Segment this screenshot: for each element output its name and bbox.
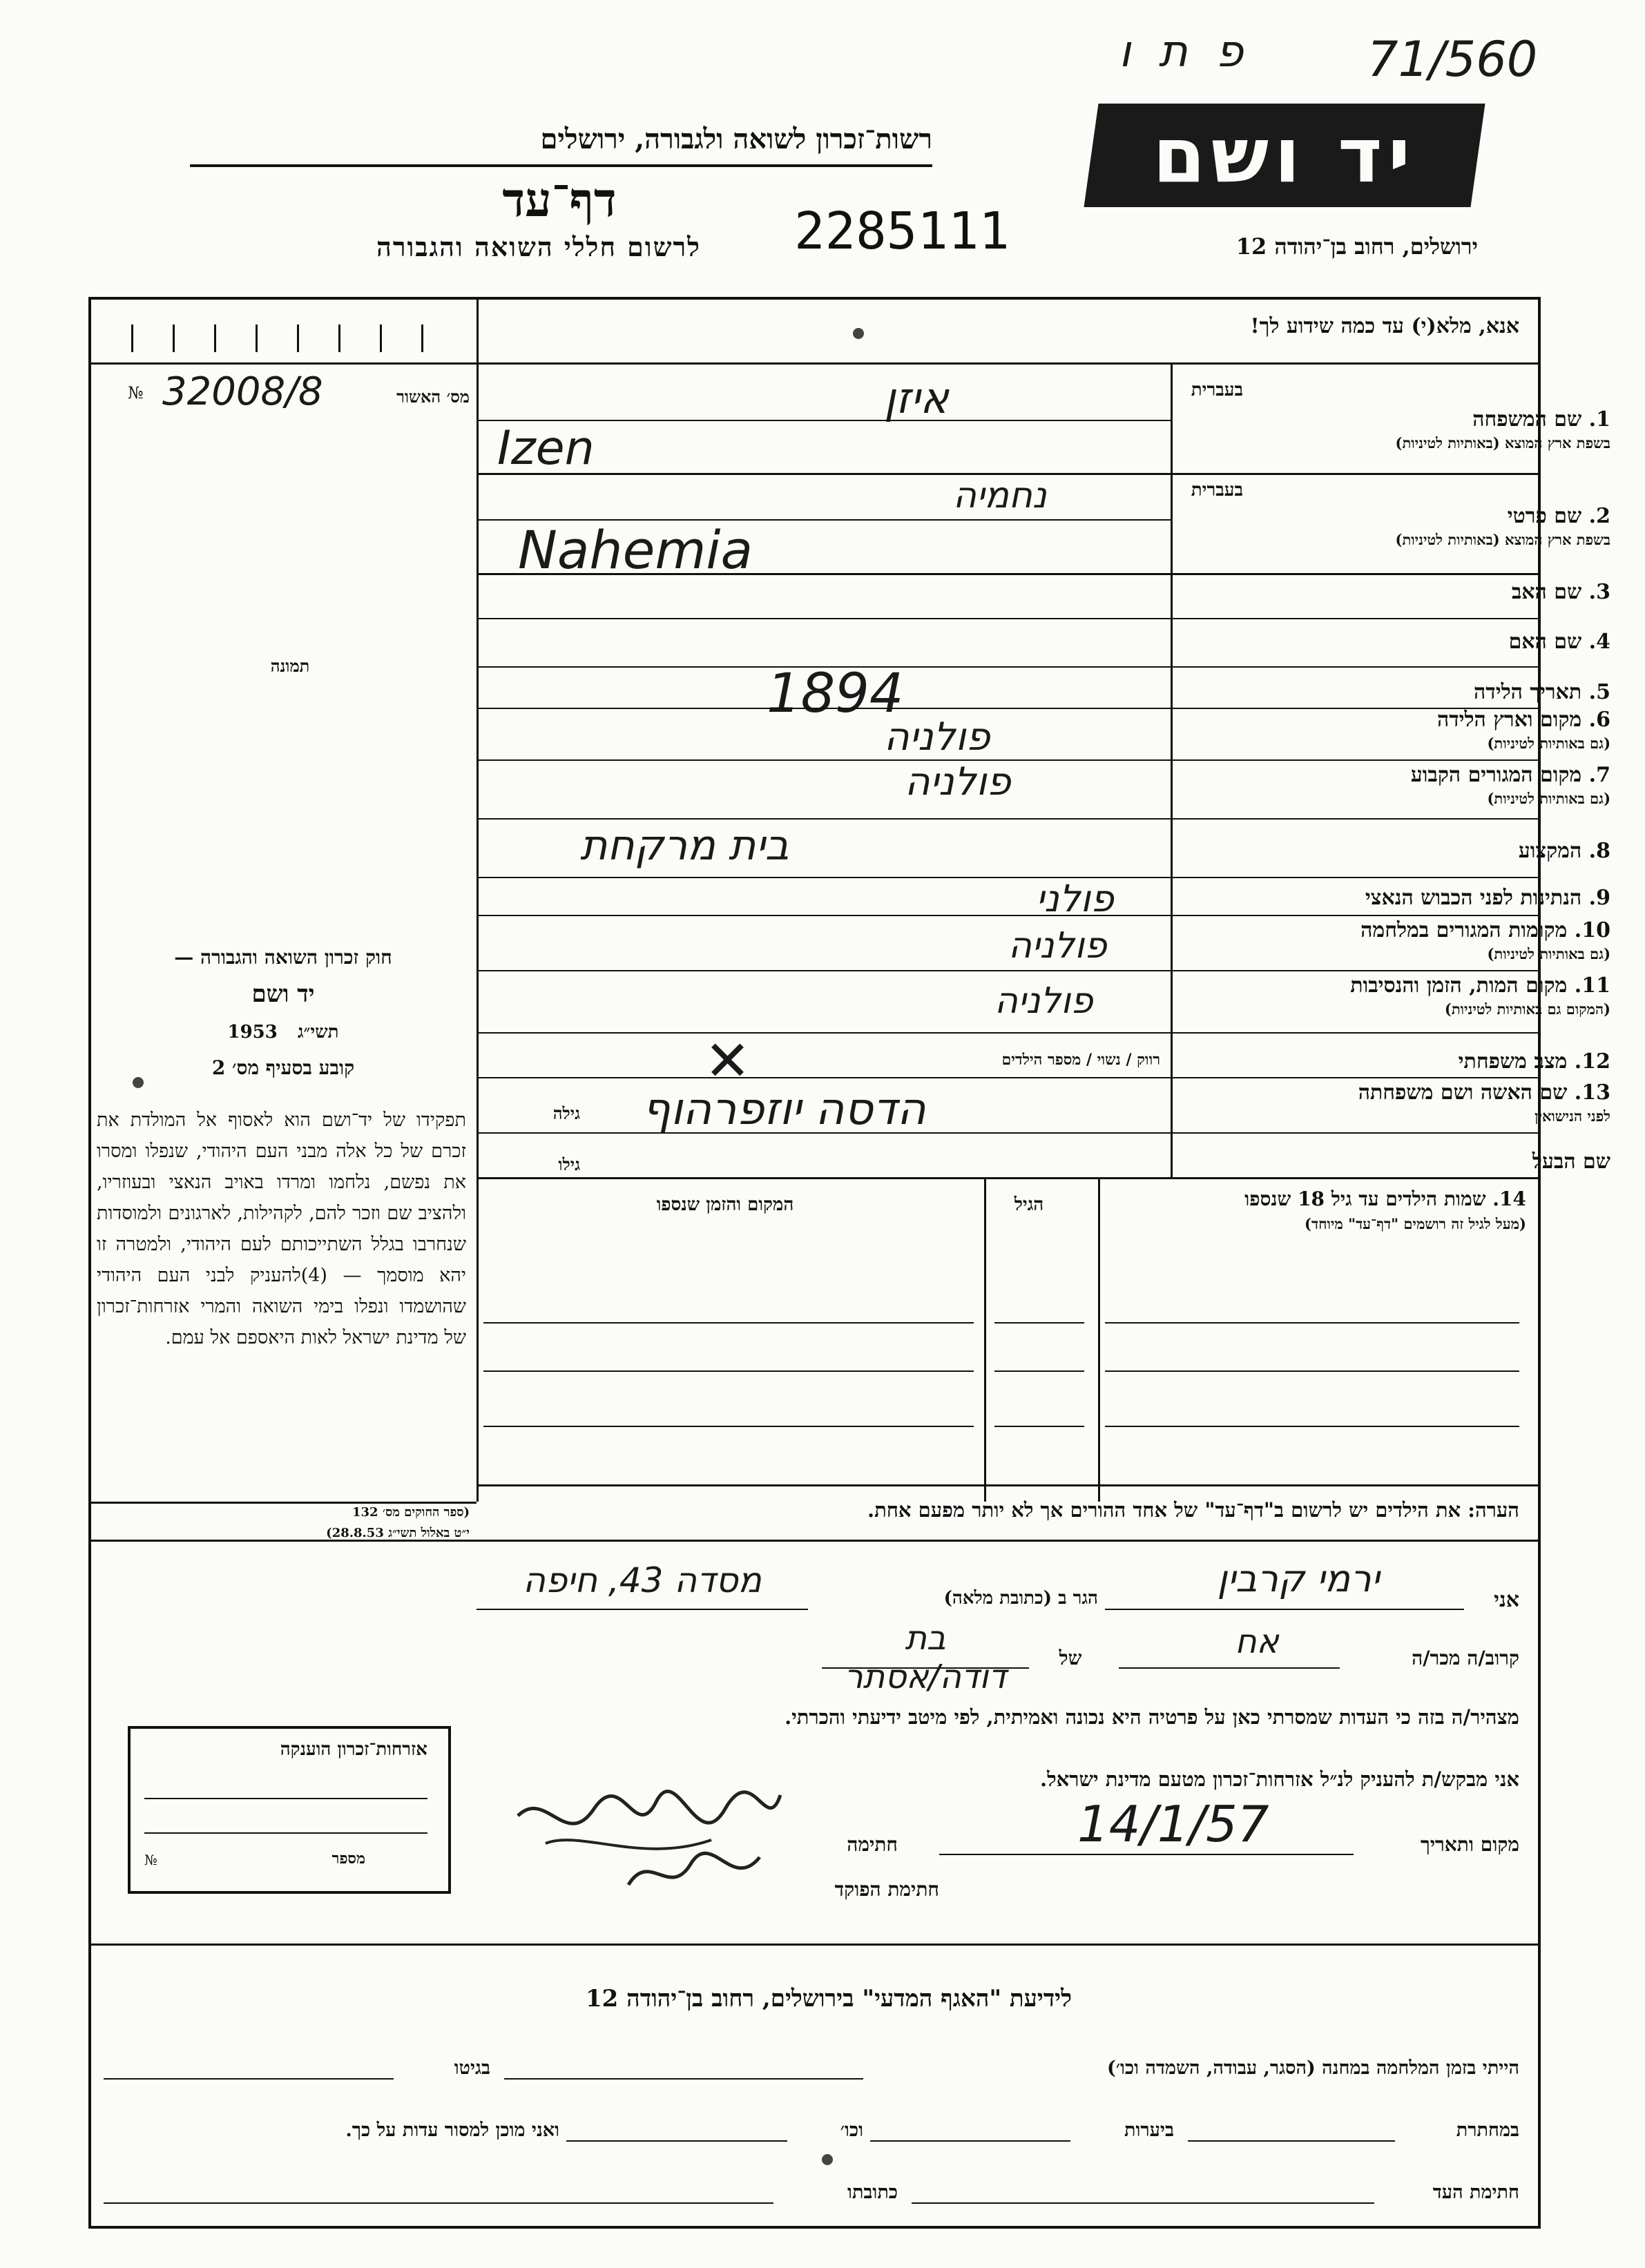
field-father-name-label: 3. שם האב <box>1511 580 1610 604</box>
officer-signature-label: חתימת הפוקד <box>834 1878 939 1901</box>
info-line1-a: הייתי בזמן המלחמה במחנה (הסגר, עבודה, השמדה וכו׳) <box>1107 2057 1519 2079</box>
first-name-latin: Nahemia <box>518 519 753 581</box>
info-line2-d: ואני מוכן למסור עדות על כך. <box>345 2120 559 2141</box>
citizenship-box <box>128 1726 451 1894</box>
authority-underline <box>190 164 932 167</box>
wife-name-value: הדסה יוזפרהוף <box>642 1084 926 1135</box>
husband-age-label: גילו <box>558 1154 580 1174</box>
punch-hole-left <box>133 1077 144 1088</box>
officer-signature <box>622 1836 773 1906</box>
wartime-residence-value: פולניה <box>1008 925 1107 967</box>
form-prompt: אנא, מלא(י) עד כמה שידוע לך! <box>1250 314 1519 338</box>
decl-request: אני מבקש/ת להעניק לנ״ל אזרחות־זכרון מטעם מדינת ישראל. <box>1040 1767 1519 1791</box>
family-name-latin: Izen <box>497 421 595 476</box>
info-line2-a: במחתרת <box>1456 2120 1519 2141</box>
left-top-line <box>88 362 477 365</box>
left-column-divider <box>477 297 479 1502</box>
approval-symbol: № <box>128 383 144 403</box>
law-name: יד ושם <box>251 980 315 1008</box>
field-husband-label: שם הבעל <box>1532 1150 1610 1174</box>
place-date-label: מקום ותאריך <box>1420 1833 1519 1856</box>
marital-options: רווק / נשוי / מספר הילדים <box>1001 1051 1160 1069</box>
address: ירושלים, רחוב בן־יהודה 12 <box>1235 233 1478 260</box>
punch-hole <box>853 328 864 339</box>
in-hebrew-label-1: בעברית <box>1191 380 1243 400</box>
field-death-place-label: 11. מקום המות, הזמן והנסיבות (המקום גם באותיות לטיניות) <box>1350 973 1610 1018</box>
info-line2-b: ביערות <box>1124 2120 1174 2141</box>
law-ref-1: (ספר החוקים מס׳ 132 <box>352 1505 470 1520</box>
punch-hole-bottom <box>822 2154 833 2165</box>
field-family-name-label <box>1238 407 1610 452</box>
law-clause: קובע בסעיף מס׳ 2 <box>211 1056 355 1079</box>
label-column-divider <box>1171 362 1173 1177</box>
logo-text: יד ושם <box>1153 111 1416 200</box>
decl-residing-label: הגר ב (כתובת מלאה) <box>943 1588 1098 1609</box>
law-ref-2: י״ט באלול תשי״ג 28.8.53) <box>326 1526 470 1540</box>
info-title: לידיעת "האגף המדעי" בירושלים, רחוב בן־יהודה 12 <box>586 1985 1072 2013</box>
family-name-hebrew: איזן <box>884 373 949 423</box>
field-citizenship-label: 9. הנתינות לפני הכבוש הנאצי <box>1365 886 1610 910</box>
birth-date-value: 1894 <box>767 663 904 725</box>
field-birth-date-label: 5. תאריך הלידה <box>1474 680 1610 704</box>
info-line1-b: בגיטו <box>454 2057 490 2079</box>
info-line2-c: וכו׳ <box>840 2120 863 2141</box>
field-birth-place-label: 6. מקום וארץ הלידה (גם באותיות לטיניות) <box>1436 708 1610 752</box>
profession-value: בית מרקחת <box>580 822 789 870</box>
photo-label: תמונה <box>270 656 310 676</box>
field-residence-label: 7. מקום המגורים הקבוע (גם באותיות לטיניות) <box>1410 763 1610 807</box>
field-sub: בשפת ארץ המוצא (באותיות לטיניות) <box>1395 434 1610 452</box>
decl-date: 14/1/57 <box>1077 1795 1269 1853</box>
declarant-name: ירמי קרבין <box>1217 1557 1380 1600</box>
first-name-hebrew: נחמיה <box>953 475 1047 516</box>
field-first-name-label: 2. שם פרטי בשפת ארץ המוצא (באותיות לטיניות) <box>1395 504 1610 548</box>
residence-value: פולניה <box>905 759 1011 804</box>
stamp-number: 2285111 <box>794 202 1010 261</box>
decl-ani: אני <box>1494 1588 1519 1612</box>
authority-line: רשות־זכרון לשואה ולגבורה, ירושלים <box>540 123 932 155</box>
signature-label: חתימה <box>847 1833 898 1856</box>
citizenship-box-title: אזרחות־זכרון הוענקה <box>280 1739 427 1760</box>
citizenship-box-number-symbol: № <box>144 1852 157 1868</box>
law-title: חוק זכרון השואה והגבורה — <box>174 946 392 969</box>
children-col-place: המקום והזמן שנספו <box>656 1194 794 1215</box>
law-text: תפקידו של יד־ושם הוא לאסוף אל המולדת את זכרם של כל אלה מבני העם היהודי, שנפלו ומסרו את נפשם, נלחמו ומרדו באויב הנאצי ובעוזריו, ולהציב שם וזכר להם, לקהילות, לארגונים ולמוסדות שנחרבו בגלל השתייכותם לעם היהודי, ולמטרה זו יהא מוסמך — (4)להעניק לבני העם היהודי שהושמדו ונפלו בימי השואה והמרי אזרחות־זכרון של מדינת ישראל לאות היאספם אל עמם. <box>97 1109 466 1348</box>
field-mother-name-label: 4. שם האם <box>1508 630 1610 654</box>
declarant-address: מסדה 43, חיפה <box>523 1560 762 1600</box>
in-hebrew-label-2: בעברית <box>1191 480 1243 501</box>
field-wartime-residence-label: 10. מקומות המגורים במלחמה (גם באותיות לטיניות) <box>1360 918 1610 962</box>
field-marital-label: 12. מצב משפחתי <box>1458 1049 1610 1074</box>
page-subtitle: לרשום חללי השואה והגבורה <box>376 231 701 262</box>
wife-age-label: גילה <box>552 1103 580 1123</box>
children-note: הערה: את הילדים יש לרשום ב"דף־עד" של אחד ההורים אך לא יותר מפעם אחת. <box>867 1498 1519 1522</box>
birth-place-value: פולניה <box>884 715 990 759</box>
decl-relative-label: קרוב/ה מכר/ה <box>1412 1647 1519 1669</box>
field-num: 1. <box>1588 407 1610 432</box>
logo <box>1084 104 1485 207</box>
prompt-row-line <box>477 362 1538 365</box>
death-place-value: פולניה <box>994 980 1093 1022</box>
info-line3-b: כתובתו <box>847 2182 898 2203</box>
field-profession-label: 8. המקצוע <box>1518 839 1610 863</box>
page-title: דף־עד <box>502 173 617 228</box>
children-label: 14. שמות הילדים עד גיל 18 שנספו (מעל לגיל זה רושמים "דף־עד" מיוחד) <box>1244 1188 1526 1232</box>
decl-of-label: של <box>1059 1647 1082 1669</box>
info-line3-a: חתימת העד <box>1432 2182 1519 2203</box>
approval-label: מס׳ האשור <box>396 387 470 407</box>
approval-value: 32008/8 <box>162 369 323 414</box>
decl-statement: מצהיר/ה בזה כי העדות שמסרתי כאן על פרטיה היא נכונה ואמיתית, לפי מיטב ידיעתי והכרתי. <box>785 1705 1519 1729</box>
field-label: שם המשפחה <box>1472 407 1582 432</box>
relation-value: אח <box>1235 1622 1279 1661</box>
marital-cross: ✕ <box>704 1029 751 1093</box>
field-wife-name-label: 13. שם האשה ושם משפחתה לפני הנישואין <box>1358 1080 1610 1125</box>
top-note-code: פ ת ו <box>1119 26 1251 77</box>
code-tick-boxes <box>124 324 463 356</box>
of-value: בת דודה/אסתר <box>844 1619 1007 1696</box>
citizenship-box-number: מספר <box>331 1850 365 1868</box>
children-col-age: הגיל <box>1014 1194 1044 1215</box>
top-note-number: 71/560 <box>1367 31 1538 88</box>
law-year: 1953 תשי״ג <box>227 1022 339 1043</box>
citizenship-value: פולני <box>1036 877 1114 920</box>
